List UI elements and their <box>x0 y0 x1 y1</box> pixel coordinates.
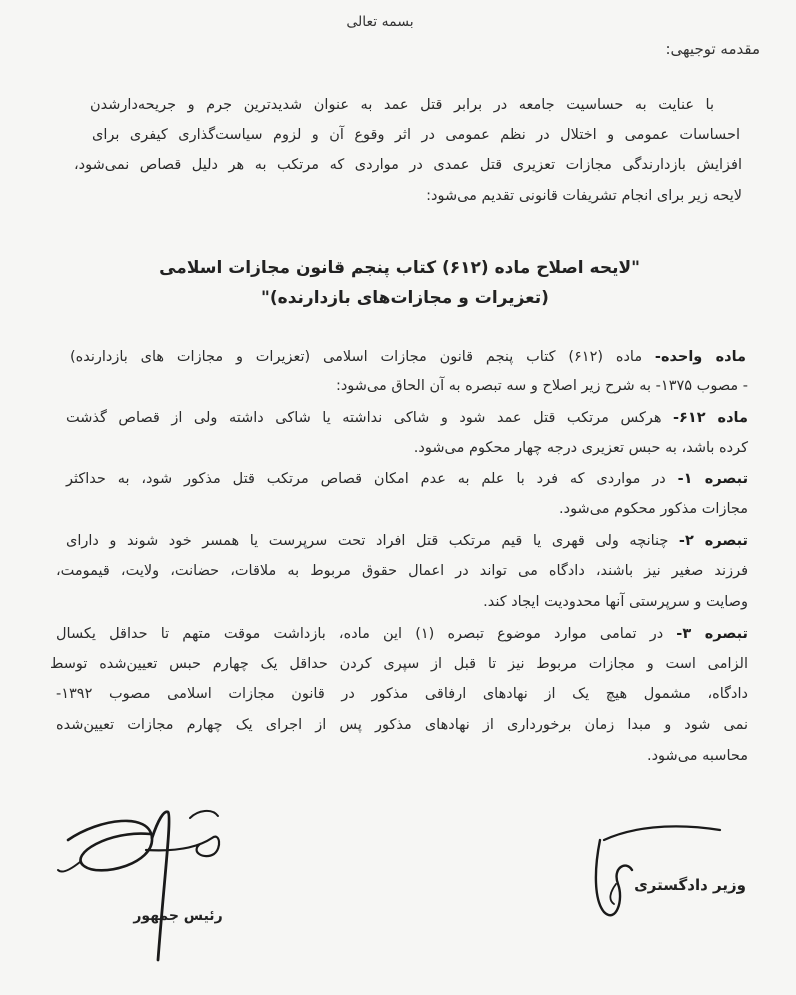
article-612-line-2: کرده باشد، به حبس تعزیری درجه چهار محکوم می‌شود. <box>413 440 748 456</box>
note-3-line-1 <box>56 626 748 642</box>
note-1-line-1 <box>66 471 748 487</box>
note-3-label: تبصره ۳- <box>676 626 748 642</box>
president-signature <box>40 790 270 970</box>
note-3-line-2: الزامی است و مجازات مربوط نیز تا قبل از سپری کردن حداقل یک چهارم حبس تعیین‌شده توسط <box>50 656 748 672</box>
note-2-label: تبصره ۲- <box>678 533 749 549</box>
article-612-text: هرکس مرتکب قتل عمد شود و شاکی نداشته یا شاکی داشته ولی از قصاص گذشت <box>66 410 674 426</box>
note-2-text: چنانچه ولی قهری یا قیم مرتکب قتل افراد تحت سرپرست یا همسر خود شوند و دارای <box>66 533 679 549</box>
article-612-line-1 <box>66 410 748 426</box>
note-1-line-2: مجازات مذکور محکوم می‌شود. <box>559 501 748 517</box>
minister-label: وزیر دادگستری <box>634 876 746 894</box>
note-3-line-5: محاسبه می‌شود. <box>646 748 748 764</box>
minister-signature <box>560 800 740 950</box>
note-3-line-3: دادگاه، مشمول هیچ یک از نهادهای ارفاقی مذکور در قانون مجازات اسلامی مصوب ۱۳۹۲- <box>56 686 748 702</box>
note-2-line-3: وصایت و سرپرستی آنها محدودیت ایجاد کند. <box>483 594 748 610</box>
note-1-label: تبصره ۱- <box>677 471 749 487</box>
president-label: رئیس جمهور <box>133 908 223 924</box>
single-article-text: ماده (۶۱۲) کتاب پنجم قانون مجازات اسلامی (تعزیرات و مجازات های بازدارنده) <box>70 349 655 365</box>
note-3-text: در تمامی موارد موضوع تبصره (۱) این ماده، بازداشت موقت متهم تا حداقل یکسال <box>56 626 677 642</box>
intro-line: با عنایت به حساسیت جامعه در برابر قتل عمد به عنوان شدیدترین جرم و جریحه‌دارشدن <box>90 97 714 113</box>
note-2-line-2: فرزند صغیر نیز باشند، دادگاه می تواند در اعمال حقوق مربوط به ملاقات، حضانت، ولایت، قیمومت، <box>56 563 748 579</box>
single-article-line-1 <box>70 349 746 365</box>
bill-title-line-2: (تعزیرات و مجازات‌های بازدارنده)" <box>261 288 549 308</box>
single-article-line-2: - مصوب ۱۳۷۵- به شرح زیر اصلاح و سه تبصره به آن الحاق می‌شود: <box>335 378 748 394</box>
note-3-line-4: نمی شود و مبدا زمان برخورداری از نهادهای مذکور پس از اجرای یک چهارم مجازات تعیین‌شده <box>56 717 748 733</box>
bill-title-line-1: "لایحه اصلاح ماده (۶۱۲) کتاب پنجم قانون مجازات اسلامی <box>159 258 640 278</box>
article-612-label: ماده ۶۱۲- <box>673 410 748 426</box>
intro-line: افزایش بازدارندگی مجازات تعزیری قتل عمدی در مواردی که مرتکب به هر دلیل قصاص نمی‌شود، <box>74 157 742 173</box>
note-2-line-1 <box>66 533 748 549</box>
basmala: بسمه تعالی <box>346 14 414 30</box>
intro-line: لایحه زیر برای انجام تشریفات قانونی تقدیم می‌شود: <box>426 188 742 204</box>
single-article-label: ماده واحده- <box>654 349 746 365</box>
intro-line: احساسات عمومی و اختلال در نظم عمومی در اثر وقوع آن و لزوم سیاست‌گذاری کیفری برای <box>92 127 740 143</box>
note-1-text: در مواردی که فرد با علم به عدم امکان قصاص مرتکب قتل مذکور شود، به حداکثر <box>66 471 678 487</box>
intro-title: مقدمه توجیهی: <box>665 40 760 58</box>
